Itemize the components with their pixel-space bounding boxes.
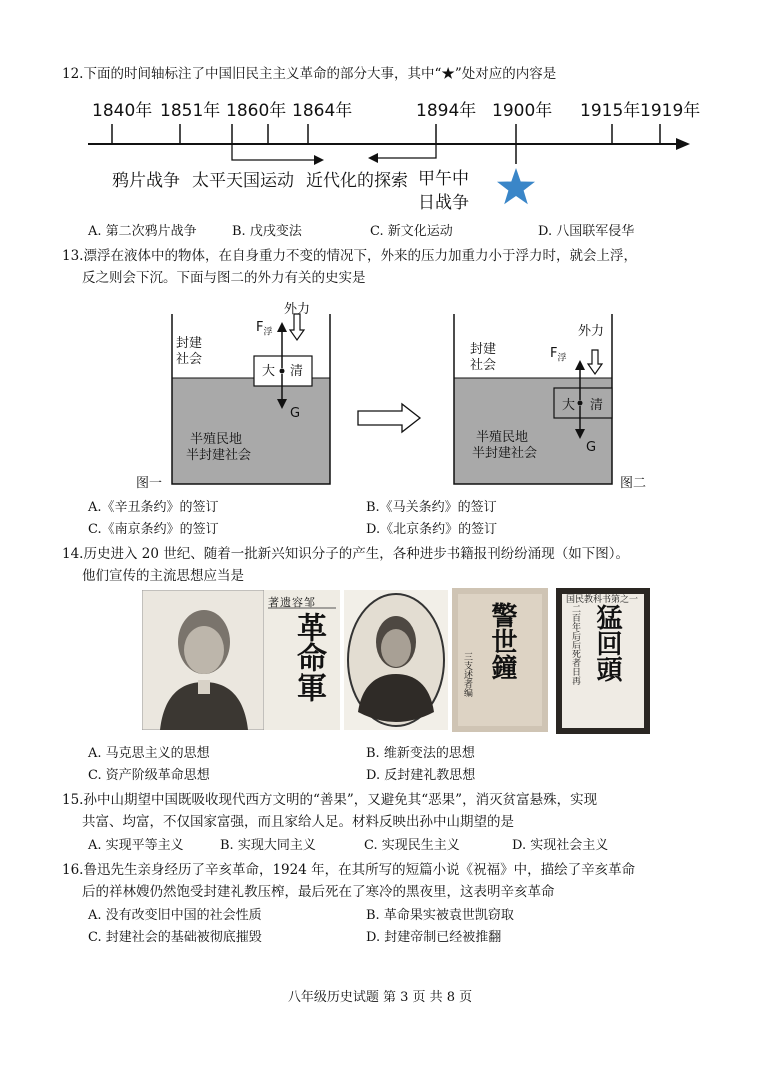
transition-arrow-icon bbox=[356, 402, 424, 434]
year-1851: 1851年 bbox=[160, 101, 221, 121]
q15-option-d: D. 实现社会主义 bbox=[512, 838, 609, 853]
fig1-force-arrow bbox=[290, 314, 304, 340]
event-sino-japanese-2: 日战争 bbox=[418, 193, 469, 213]
q14-option-b: B. 维新变法的思想 bbox=[366, 746, 475, 761]
fig1-caption: 图一 bbox=[136, 476, 163, 491]
event-taiping: 太平天国运动 bbox=[192, 171, 294, 191]
event-opium-war: 鸦片战争 bbox=[112, 171, 180, 191]
event-modernization: 近代化的探索 bbox=[306, 171, 408, 191]
page-footer: 八年级历史试题 第 3 页 共 8 页 bbox=[287, 990, 473, 1005]
q12-option-c: C. 新文化运动 bbox=[370, 224, 453, 239]
q12-option-b: B. 戊戌变法 bbox=[232, 224, 302, 239]
q13-option-c: C.《南京条约》的签订 bbox=[88, 522, 219, 537]
q16-option-d: D. 封建帝制已经被推翻 bbox=[366, 930, 502, 945]
q14-stem-line1: 14.历史进入 20 世纪、随着一批新兴知识分子的产生，各种进步书籍报刊纷纷涌现（如下图）。 bbox=[62, 546, 629, 562]
year-1900: 1900年 bbox=[492, 101, 553, 121]
q12-option-a: A. 第二次鸦片战争 bbox=[88, 224, 197, 239]
timeline-arrowhead bbox=[676, 138, 690, 150]
book3-side: 二百年后后死者日再 bbox=[570, 604, 580, 685]
q15-option-c: C. 实现民生主义 bbox=[364, 838, 460, 853]
q13-option-d: D.《北京条约》的签订 bbox=[366, 522, 498, 537]
q15-stem-line2: 共富、均富，不仅国家富强，而且家给人足。材料反映出孙中山期望的是 bbox=[82, 814, 514, 830]
q14-option-d: D. 反封建礼教思想 bbox=[366, 768, 476, 783]
book2-author: 三支述者编 bbox=[462, 652, 472, 697]
year-1894: 1894年 bbox=[416, 101, 477, 121]
q13-stem-line2: 反之则会下沉。下面与图二的外力有关的史实是 bbox=[82, 270, 366, 286]
q12-option-d: D. 八国联军侵华 bbox=[538, 224, 635, 239]
year-1915: 1915年 bbox=[580, 101, 641, 121]
q15-option-b: B. 实现大同主义 bbox=[220, 838, 316, 853]
year-1840: 1840年 bbox=[92, 101, 153, 121]
book1-author: 著遗容邹 bbox=[268, 596, 316, 609]
q16-stem-line2: 后的祥林嫂仍然饱受封建礼教压榨，最后死在了寒冷的黑夜里，这表明辛亥革命 bbox=[82, 884, 555, 900]
star-icon bbox=[497, 168, 535, 204]
book1-title: 革命軍 bbox=[291, 612, 326, 702]
portrait-photo-1 bbox=[142, 590, 264, 730]
q16-stem-line1: 16.鲁迅先生亲身经历了辛亥革命，1924 年，在其所写的短篇小说《祝福》中，描绘了辛亥革命 bbox=[62, 862, 636, 878]
q12-stem: 12.下面的时间轴标注了中国旧民主主义革命的部分大事，其中“★”处对应的内容是 bbox=[62, 66, 557, 82]
taiping-span bbox=[232, 144, 316, 160]
q15-stem-line1: 15.孙中山期望中国既吸收现代西方文明的“善果”，又避免其“恶果”，消灭贫富悬殊，实现 bbox=[62, 792, 598, 808]
q15-option-a: A. 实现平等主义 bbox=[88, 838, 184, 853]
book3-title: 猛回頭 bbox=[592, 604, 622, 682]
fig2-caption: 图二 bbox=[620, 476, 647, 491]
q16-option-b: B. 革命果实被袁世凯窃取 bbox=[366, 908, 514, 923]
year-1860: 1860年 bbox=[226, 101, 287, 121]
year-1864: 1864年 bbox=[292, 101, 353, 121]
q14-stem-line2: 他们宣传的主流思想应当是 bbox=[82, 568, 244, 584]
year-1919: 1919年 bbox=[640, 101, 701, 121]
q16-option-a: A. 没有改变旧中国的社会性质 bbox=[88, 908, 262, 923]
modernization-span bbox=[376, 144, 436, 158]
q16-option-c: C. 封建社会的基础被彻底摧毁 bbox=[88, 930, 262, 945]
q13-stem-line1: 13.漂浮在液体中的物体，在自身重力不变的情况下，外来的压力加重力小于浮力时，就会上浮， bbox=[62, 248, 637, 264]
q14-option-c: C. 资产阶级革命思想 bbox=[88, 768, 210, 783]
q14-option-a: A. 马克思主义的思想 bbox=[88, 746, 210, 761]
event-sino-japanese-1: 甲午中 bbox=[418, 169, 469, 189]
book2-title: 警世鐘 bbox=[487, 602, 517, 680]
book3-series: 国民教科书第之一 bbox=[565, 595, 638, 605]
q13-option-a: A.《辛丑条约》的签订 bbox=[88, 500, 219, 515]
fig2-force-arrow bbox=[588, 350, 602, 374]
q13-option-b: B.《马关条约》的签订 bbox=[366, 500, 497, 515]
portrait-photo-2 bbox=[344, 590, 448, 730]
